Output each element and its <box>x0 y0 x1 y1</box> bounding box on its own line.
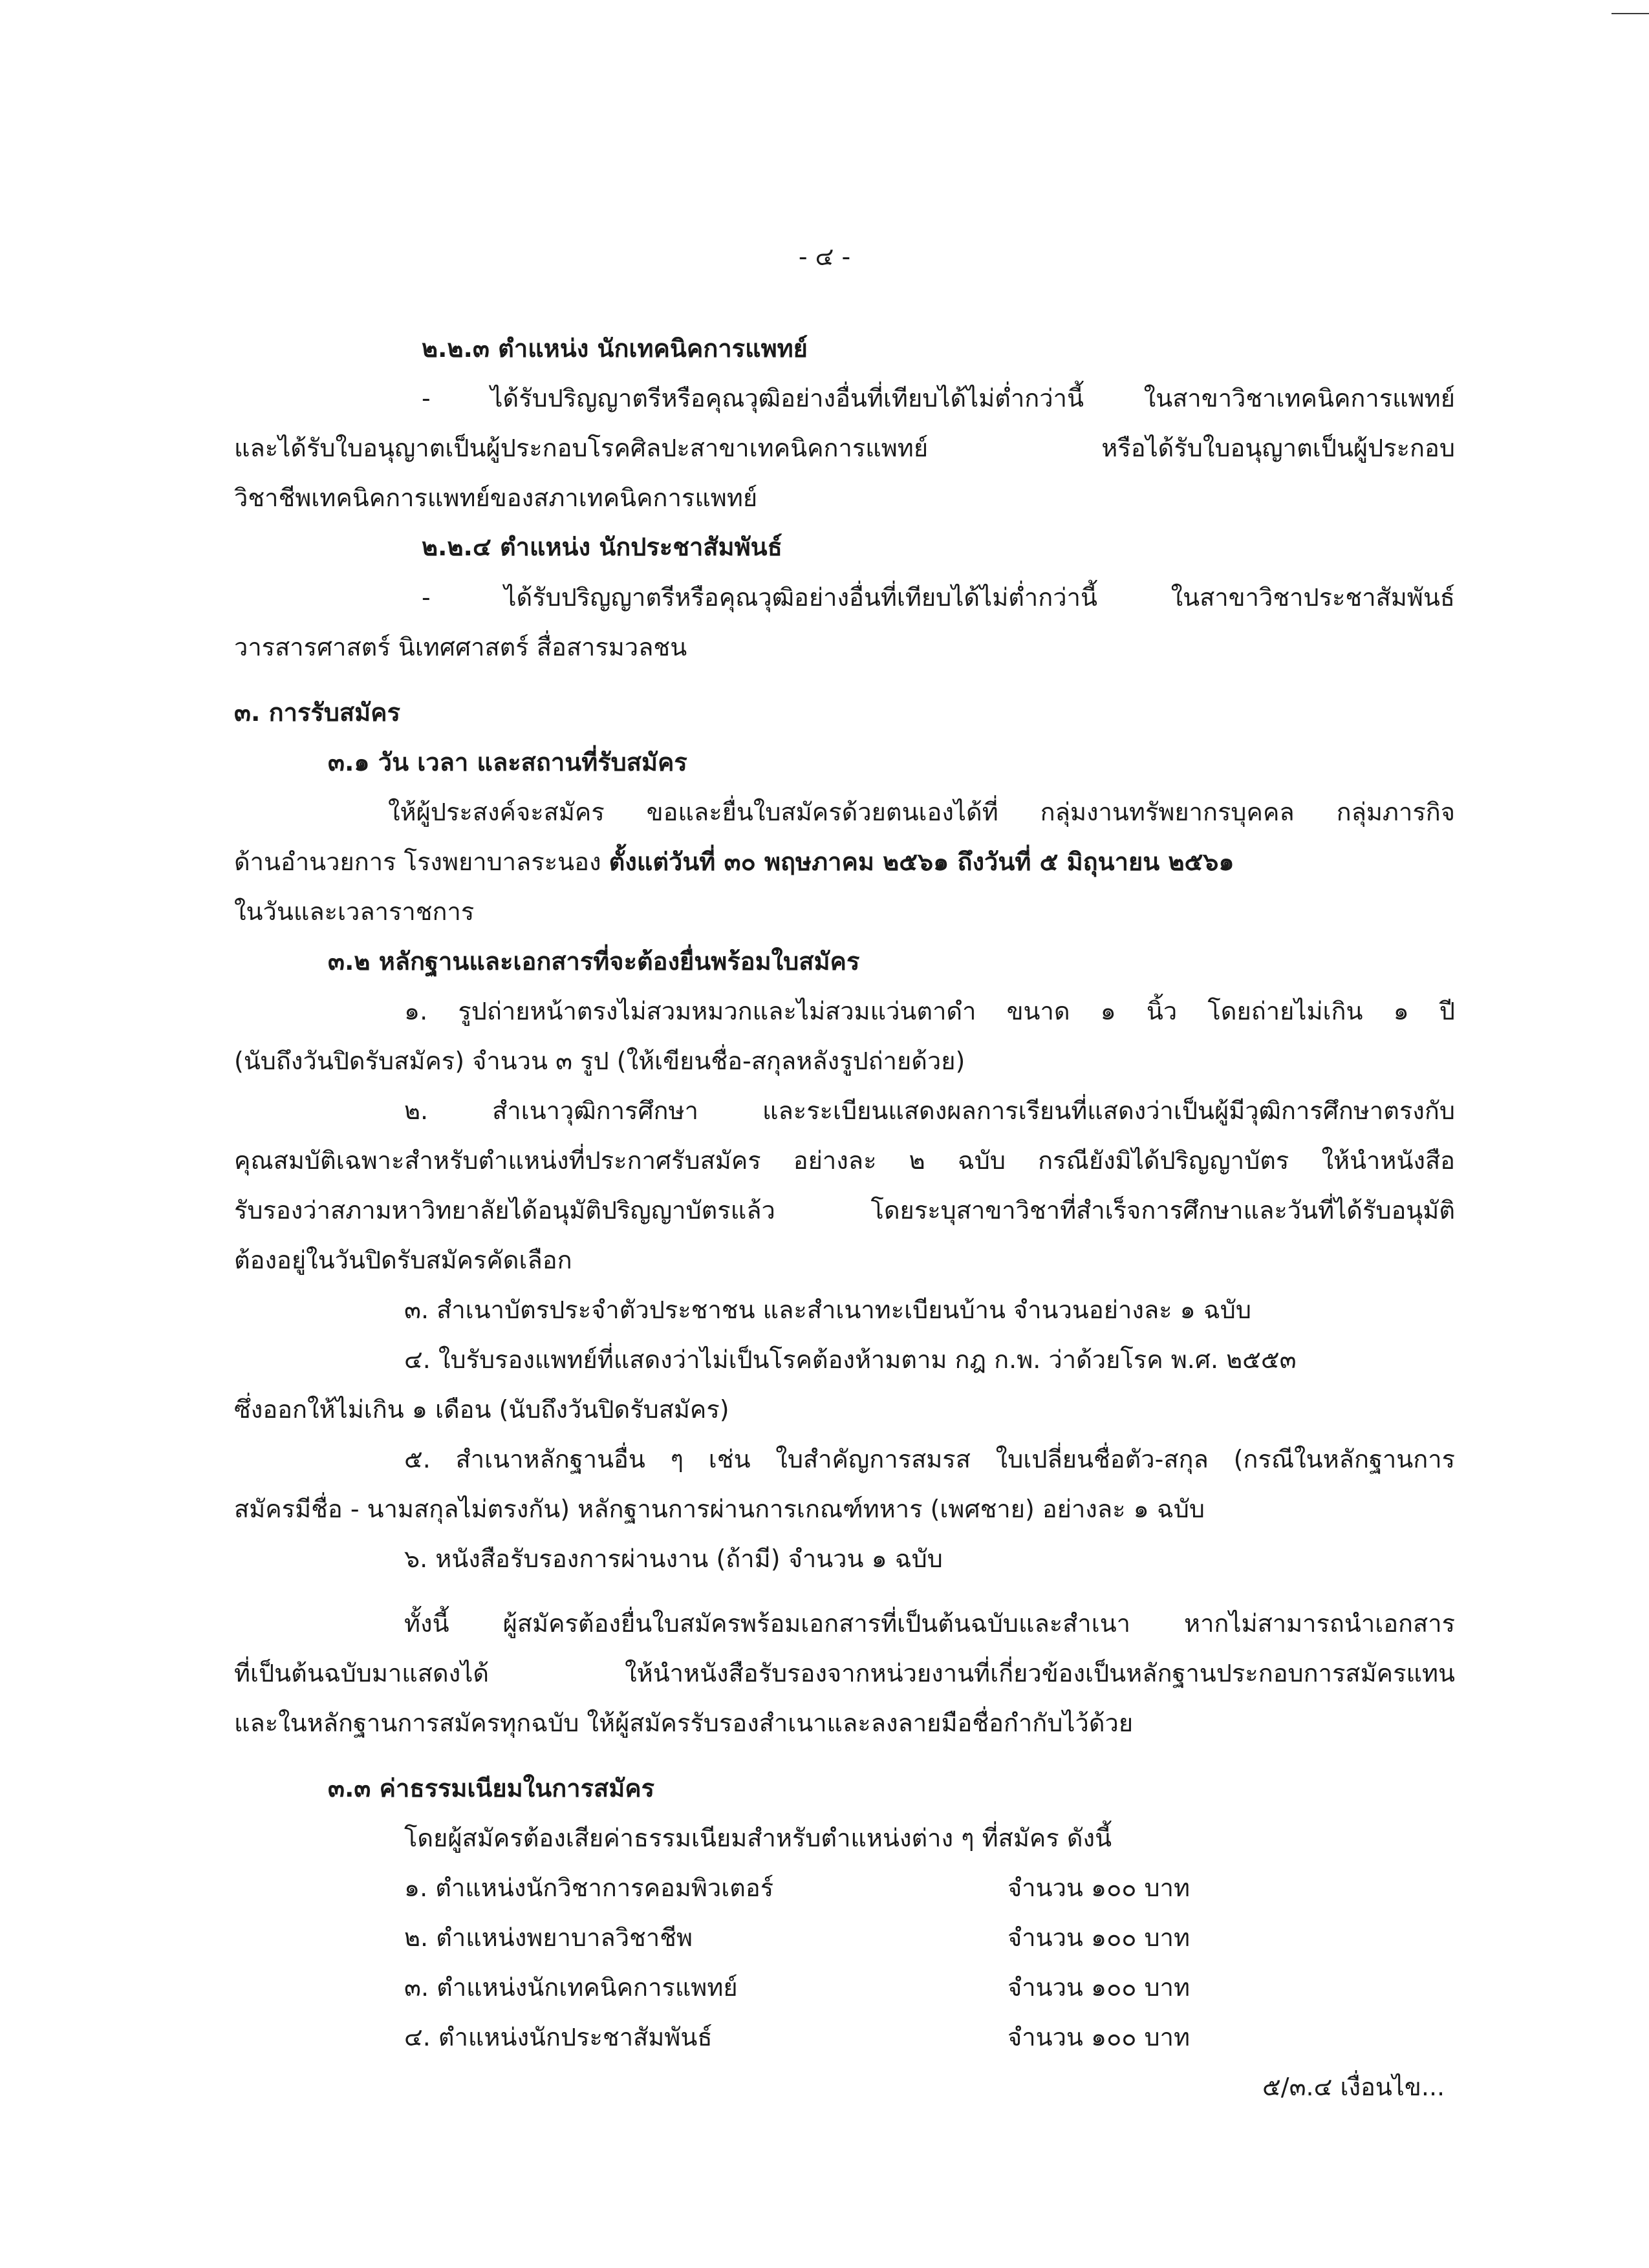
note-line: ทั้งนี้ ผู้สมัครต้องยื่นใบสมัครพร้อมเอกสารที่เป็นต้นฉบับและสำเนา หากไม่สามารถนำเอกสาร <box>404 1609 1455 1638</box>
page-number: - ๔ - <box>798 242 851 271</box>
list-item-continuation: คุณสมบัติเฉพาะสำหรับตำแหน่งที่ประกาศรับสมัคร อย่างละ ๒ ฉบับ กรณียังมิได้ปริญญาบัตร ให้นำหนังสือ <box>234 1146 1455 1175</box>
list-item-continuation: สมัครมีชื่อ - นามสกุลไม่ตรงกัน) หลักฐานการผ่านการเกณฑ์ทหาร (เพศชาย) อย่างละ ๑ ฉบับ <box>234 1495 1205 1523</box>
heading-3: ๓. การรับสมัคร <box>234 698 401 727</box>
continuation-note: ๕/๓.๔ เงื่อนไข... <box>1262 2073 1445 2101</box>
list-item-continuation: (นับถึงวันปิดรับสมัคร) จำนวน ๓ รูป (ให้เขียนชื่อ-สกุลหลังรูปถ่ายด้วย) <box>234 1047 965 1075</box>
heading-3-2: ๓.๒ หลักฐานและเอกสารที่จะต้องยื่นพร้อมใบสมัคร <box>328 947 860 976</box>
list-item-continuation: ซึ่งออกให้ไม่เกิน ๑ เดือน (นับถึงวันปิดรับสมัคร) <box>234 1395 729 1424</box>
fee-intro: โดยผู้สมัครต้องเสียค่าธรรมเนียมสำหรับตำแหน่งต่าง ๆ ที่สมัคร ดังนี้ <box>404 1824 1112 1852</box>
list-item: ๓. สำเนาบัตรประจำตัวประชาชน และสำเนาทะเบียนบ้าน จำนวนอย่างละ ๑ ฉบับ <box>404 1296 1251 1324</box>
paragraph-line: - ได้รับปริญญาตรีหรือคุณวุฒิอย่างอื่นที่เทียบได้ไม่ต่ำกว่านี้ ในสาขาวิชาเทคนิคการแพทย์ <box>422 384 1455 412</box>
paragraph-line: และได้รับใบอนุญาตเป็นผู้ประกอบโรคศิลปะสาขาเทคนิคการแพทย์ หรือได้รับใบอนุญาตเป็นผู้ประกอบ <box>234 434 1455 462</box>
heading-3-3: ๓.๓ ค่าธรรมเนียมในการสมัคร <box>328 1774 655 1803</box>
heading-2-2-4: ๒.๒.๔ ตำแหน่ง นักประชาสัมพันธ์ <box>422 533 782 561</box>
list-item: ๔. ใบรับรองแพทย์ที่แสดงว่าไม่เป็นโรคต้องห้ามตาม กฎ ก.พ. ว่าด้วยโรค พ.ศ. ๒๕๕๓ <box>404 1345 1297 1374</box>
list-item-continuation: ต้องอยู่ในวันปิดรับสมัครคัดเลือก <box>234 1246 572 1274</box>
heading-2-2-3: ๒.๒.๓ ตำแหน่ง นักเทคนิคการแพทย์ <box>422 334 808 363</box>
fee-position: ๑. ตำแหน่งนักวิชาการคอมพิวเตอร์ <box>404 1874 774 1902</box>
list-item: ๒. สำเนาวุฒิการศึกษา และระเบียนแสดงผลการเรียนที่แสดงว่าเป็นผู้มีวุฒิการศึกษาตรงกับ <box>404 1097 1455 1125</box>
fee-amount: จำนวน ๑๐๐ บาท <box>1008 2023 1191 2051</box>
list-item: ๕. สำเนาหลักฐานอื่น ๆ เช่น ใบสำคัญการสมรส ใบเปลี่ยนชื่อตัว-สกุล (กรณีในหลักฐานการ <box>404 1445 1455 1473</box>
paragraph-line: ในวันและเวลาราชการ <box>234 897 475 926</box>
paragraph-line: วิชาชีพเทคนิคการแพทย์ของสภาเทคนิคการแพทย์ <box>234 484 758 512</box>
scan-edge-mark <box>1611 13 1649 14</box>
fee-amount: จำนวน ๑๐๐ บาท <box>1008 1874 1191 1902</box>
fee-amount: จำนวน ๑๐๐ บาท <box>1008 1923 1191 1952</box>
office-text: ด้านอำนวยการ โรงพยาบาลระนอง <box>234 848 609 876</box>
fee-position: ๓. ตำแหน่งนักเทคนิคการแพทย์ <box>404 1973 738 2002</box>
paragraph-line: วารสารศาสตร์ นิเทศศาสตร์ สื่อสารมวลชน <box>234 633 687 661</box>
application-period: ตั้งแต่วันที่ ๓๐ พฤษภาคม ๒๕๖๑ ถึงวันที่ ๕ มิถุนายน ๒๕๖๑ <box>609 848 1234 876</box>
note-line: ที่เป็นต้นฉบับมาแสดงได้ ให้นำหนังสือรับรองจากหน่วยงานที่เกี่ยวข้องเป็นหลักฐานประกอบการสมัครแทน <box>234 1659 1455 1687</box>
paragraph-line <box>234 850 1234 874</box>
heading-3-1: ๓.๑ วัน เวลา และสถานที่รับสมัคร <box>328 748 687 776</box>
fee-position: ๒. ตำแหน่งพยาบาลวิชาชีพ <box>404 1923 693 1952</box>
list-item: ๑. รูปถ่ายหน้าตรงไม่สวมหมวกและไม่สวมแว่นตาดำ ขนาด ๑ นิ้ว โดยถ่ายไม่เกิน ๑ ปี <box>404 997 1455 1025</box>
paragraph-line: ให้ผู้ประสงค์จะสมัคร ขอและยื่นใบสมัครด้วยตนเองได้ที่ กลุ่มงานทรัพยากรบุคคล กลุ่มภารกิจ <box>388 798 1455 826</box>
fee-amount: จำนวน ๑๐๐ บาท <box>1008 1973 1191 2002</box>
list-item-continuation: รับรองว่าสภามหาวิทยาลัยได้อนุมัติปริญญาบัตรแล้ว โดยระบุสาขาวิชาที่สำเร็จการศึกษาและวันที่ได้รับอนุมัติ <box>234 1196 1455 1225</box>
list-item: ๖. หนังสือรับรองการผ่านงาน (ถ้ามี) จำนวน ๑ ฉบับ <box>404 1545 943 1573</box>
note-line: และในหลักฐานการสมัครทุกฉบับ ให้ผู้สมัครรับรองสำเนาและลงลายมือชื่อกำกับไว้ด้วย <box>234 1709 1134 1737</box>
fee-position: ๔. ตำแหน่งนักประชาสัมพันธ์ <box>404 2023 713 2051</box>
paragraph-line: - ได้รับปริญญาตรีหรือคุณวุฒิอย่างอื่นที่เทียบได้ไม่ต่ำกว่านี้ ในสาขาวิชาประชาสัมพันธ์ <box>422 583 1455 612</box>
